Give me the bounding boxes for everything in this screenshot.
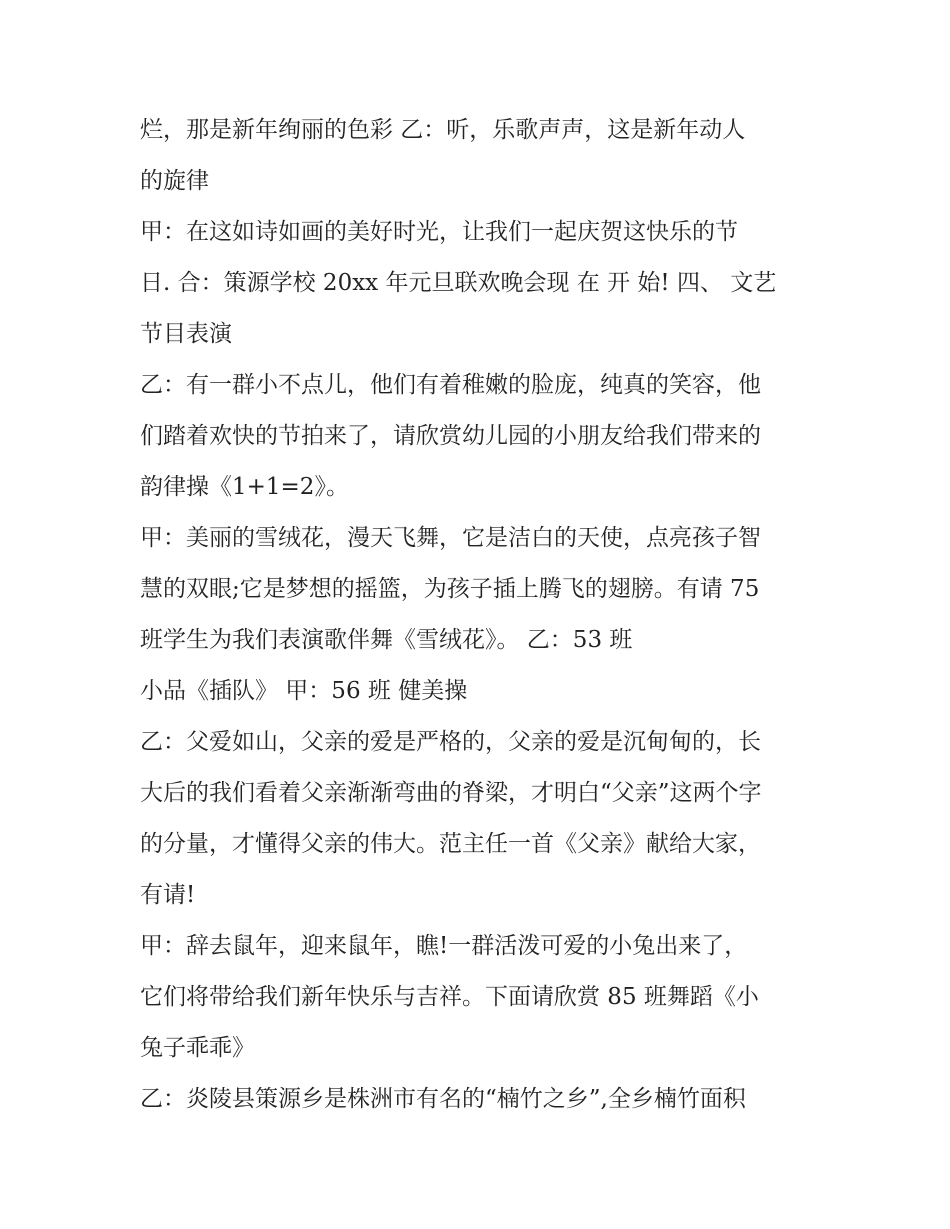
text-line: 乙：父爱如山，父亲的爱是严格的，父亲的爱是沉甸甸的，长	[140, 729, 761, 755]
text-line: 们踏着欢快的节拍来了，请欣赏幼儿园的小朋友给我们带来的	[140, 423, 761, 449]
text-line: 乙：有一群小不点儿，他们有着稚嫩的脸庞，纯真的笑容，他	[140, 372, 761, 398]
text-line: 大后的我们看着父亲渐渐弯曲的脊梁，才明白“父亲”这两个字	[140, 780, 762, 806]
text-line: 兔子乖乖》	[140, 1035, 255, 1061]
text-line: 的旋律	[140, 168, 209, 194]
text-line: 韵律操《1+1=2》。	[140, 474, 349, 500]
text-line: 乙：炎陵县策源乡是株洲市有名的“楠竹之乡”,全乡楠竹面积	[140, 1086, 746, 1112]
text-line: 小品《插队》 甲：56 班 健美操	[140, 678, 468, 704]
text-line: 慧的双眼;它是梦想的摇篮，为孩子插上腾飞的翅膀。有请 75	[140, 576, 760, 602]
text-line: 的分量，才懂得父亲的伟大。范主任一首《父亲》献给大家，	[140, 831, 761, 857]
text-line: 它们将带给我们新年快乐与吉祥。下面请欣赏 85 班舞蹈《小	[140, 984, 759, 1010]
text-line: 日. 合：策源学校 20xx 年元旦联欢晚会现 在 开 始! 四、 文艺	[140, 270, 777, 296]
text-line: 班学生为我们表演歌伴舞《雪绒花》。 乙：53 班	[140, 627, 633, 653]
text-line: 甲：在这如诗如画的美好时光，让我们一起庆贺这快乐的节	[140, 219, 738, 245]
text-line: 甲：美丽的雪绒花，漫天飞舞，它是洁白的天使，点亮孩子智	[140, 525, 761, 551]
body-text	[140, 105, 820, 1125]
text-line: 节目表演	[140, 321, 232, 347]
text-line: 有请!	[140, 882, 196, 908]
text-line: 甲：辞去鼠年，迎来鼠年，瞧!一群活泼可爱的小兔出来了，	[140, 933, 748, 959]
text-line: 烂，那是新年绚丽的色彩 乙：听，乐歌声声，这是新年动人	[140, 117, 746, 143]
